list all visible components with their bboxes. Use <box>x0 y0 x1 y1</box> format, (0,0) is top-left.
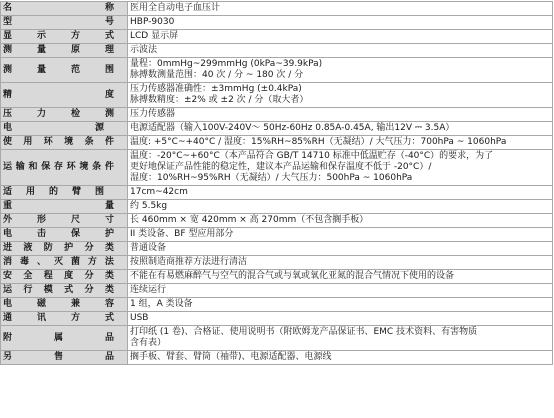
spec-label-char: 检 <box>70 109 80 119</box>
spec-label-char: 示 <box>36 31 46 41</box>
spec-label <box>1 242 128 256</box>
spec-row <box>1 122 553 136</box>
spec-label <box>1 150 128 186</box>
spec-value <box>128 150 553 186</box>
spec-value <box>128 284 553 298</box>
spec-label-char: 保 <box>70 229 80 239</box>
spec-label-char: 磁 <box>36 299 46 309</box>
spec-label-char: 件 <box>104 137 114 147</box>
spec-label-char: 式 <box>64 285 74 295</box>
spec-label-char: 围 <box>104 64 114 75</box>
spec-label-char: 条 <box>84 137 94 147</box>
spec-value-line: 更好地保证产品性能的稳定性，建议本产品运输和保存温度不低于 -20°C）/ <box>130 162 432 172</box>
spec-value <box>128 44 553 58</box>
spec-label-char: 范 <box>70 64 80 75</box>
spec-label-char: 使 <box>3 137 13 147</box>
spec-value <box>128 30 553 44</box>
spec-label-char: 测 <box>3 64 13 75</box>
spec-label <box>1 122 128 136</box>
spec-value-line: 温度：-20°C~+60°C（本产品符合 GB/T 14710 标准中低温贮存（-40°C）的要求，为了 <box>130 151 494 161</box>
spec-label-char: 环 <box>66 162 76 172</box>
spec-label-char: 击 <box>36 229 46 239</box>
spec-row <box>1 242 553 256</box>
spec-label-char: 尺 <box>70 215 80 225</box>
spec-value <box>128 242 553 256</box>
spec-label-char: 毒 <box>19 257 29 267</box>
spec-label <box>1 83 128 108</box>
spec-value-line: 搁手板、臂套、臂筒（袖带)、电源适配器、电源线 <box>130 352 332 362</box>
spec-label-char: 进 <box>3 243 13 253</box>
spec-label-char: 属 <box>53 332 63 343</box>
spec-value <box>128 214 553 228</box>
spec-label-char: 另 <box>3 352 13 362</box>
spec-label-char: 行 <box>23 285 33 295</box>
spec-label-char: 度 <box>104 89 114 100</box>
spec-label <box>1 214 128 228</box>
spec-label <box>1 200 128 214</box>
spec-label <box>1 44 128 58</box>
spec-label-char: 号 <box>104 17 114 27</box>
spec-label-char: 名 <box>3 3 13 13</box>
spec-label-char: 程 <box>43 271 53 281</box>
spec-label-char: 全 <box>23 271 33 281</box>
spec-value <box>128 351 553 365</box>
spec-row <box>1 298 553 312</box>
spec-value-line: 按照制造商推荐方法进行清洁 <box>130 257 248 267</box>
spec-value-line: 打印纸 (1 卷)、合格证、使用说明书（附欧姆龙产品保证书、EMC 技术资料、有害物质 <box>130 327 478 337</box>
spec-label-char: 存 <box>53 162 63 172</box>
spec-row <box>1 228 553 242</box>
spec-label-char: 力 <box>36 109 46 119</box>
spec-row <box>1 58 553 83</box>
spec-label-char: 模 <box>43 285 53 295</box>
spec-value <box>128 108 553 122</box>
spec-label-char: 电 <box>3 123 13 133</box>
spec-label-char: 适 <box>3 187 13 197</box>
spec-row <box>1 150 553 186</box>
spec-value-line: 示波法 <box>130 45 158 55</box>
spec-label-char: 压 <box>3 109 13 119</box>
spec-label-char: 电 <box>3 299 13 309</box>
spec-value <box>128 228 553 242</box>
spec-value-line: 普通设备 <box>130 243 167 253</box>
spec-value-line: 电源适配器（输入100V-240V～ 50Hz-60Hz 0.85A-0.45A, 输出12V ⎓ 3.5A） <box>130 123 455 133</box>
spec-value-line: 含有表） <box>130 338 167 348</box>
spec-label-char: 讯 <box>36 313 46 323</box>
spec-label-char: 品 <box>104 332 114 343</box>
spec-label-char: 围 <box>94 187 104 197</box>
spec-label-char: 运 <box>3 285 13 295</box>
spec-value-line: 不能在有易燃麻醉气与空气的混合气或与氧或氧化亚氮的混合气情况下使用的设备 <box>130 271 455 281</box>
spec-label-char: 式 <box>104 313 114 323</box>
spec-label <box>1 136 128 150</box>
spec-label-char: 类 <box>104 285 114 295</box>
spec-label-char: 量 <box>104 201 114 211</box>
spec-label <box>1 351 128 365</box>
spec-label-char: 形 <box>36 215 46 225</box>
spec-label-char: 量 <box>36 64 46 75</box>
spec-value <box>128 58 553 83</box>
spec-value <box>128 83 553 108</box>
spec-label-char: 称 <box>104 3 114 13</box>
spec-label-char: 护 <box>64 243 74 253</box>
spec-label-char: 菌 <box>70 257 80 267</box>
spec-value-line: 医用全自动电子血压计 <box>130 3 221 13</box>
spec-value-line: USB <box>130 313 149 323</box>
spec-value-line: 压力传感器 <box>130 109 176 119</box>
spec-label-char: 臂 <box>71 187 81 197</box>
spec-label-char: 防 <box>43 243 53 253</box>
spec-label-char: 电 <box>3 229 13 239</box>
spec-label <box>1 108 128 122</box>
spec-value-line: 脉搏数测量范围：40 次 / 分 ~ 180 次 / 分 <box>130 70 304 80</box>
spec-row <box>1 312 553 326</box>
spec-value <box>128 16 553 30</box>
spec-row <box>1 214 553 228</box>
spec-row <box>1 136 553 150</box>
spec-label-char: 灭 <box>53 257 63 267</box>
spec-label-char: 、 <box>36 257 46 267</box>
spec-table-body <box>1 2 553 365</box>
spec-value <box>128 298 553 312</box>
spec-label-char: 测 <box>104 109 114 119</box>
spec-row <box>1 256 553 270</box>
spec-value-line: II 类设备、BF 型应用部分 <box>130 229 234 239</box>
spec-label-char: 式 <box>104 31 114 41</box>
spec-value-line: 1 组，A 类设备 <box>130 299 193 309</box>
spec-value-line: 17cm~42cm <box>130 187 188 197</box>
spec-label-char: 条 <box>92 162 102 172</box>
spec-row <box>1 326 553 351</box>
spec-label-char: 输 <box>15 162 25 172</box>
spec-value-line: 脉搏数精度：±2% 或 ±2 次 / 分（取大者） <box>130 95 309 105</box>
spec-label-char: 分 <box>84 285 94 295</box>
spec-label-char: 和 <box>28 162 38 172</box>
spec-label <box>1 16 128 30</box>
spec-value <box>128 326 553 351</box>
spec-label-char: 外 <box>3 215 13 225</box>
spec-label-char: 用 <box>23 137 33 147</box>
spec-label <box>1 58 128 83</box>
spec-row <box>1 44 553 58</box>
spec-row <box>1 284 553 298</box>
spec-value-line: 连续运行 <box>130 285 167 295</box>
spec-label-char: 法 <box>104 257 114 267</box>
spec-value-line: 量程：0mmHg~299mmHg (0kPa~39.9kPa) <box>130 59 323 69</box>
spec-label-char: 类 <box>104 271 114 281</box>
spec-label-char: 方 <box>87 257 97 267</box>
spec-row <box>1 16 553 30</box>
spec-value <box>128 200 553 214</box>
spec-label-char: 方 <box>70 313 80 323</box>
spec-label <box>1 228 128 242</box>
spec-label-char: 原 <box>70 45 80 55</box>
spec-label-char: 护 <box>104 229 114 239</box>
spec-label <box>1 326 128 351</box>
spec-row <box>1 200 553 214</box>
spec-label-char: 消 <box>3 257 13 267</box>
spec-label-char: 测 <box>3 45 13 55</box>
spec-label <box>1 270 128 284</box>
spec-label-char: 量 <box>36 45 46 55</box>
spec-label <box>1 284 128 298</box>
spec-row <box>1 270 553 284</box>
spec-label-char: 类 <box>104 243 114 253</box>
spec-label-char: 通 <box>3 313 13 323</box>
spec-label-char: 显 <box>3 31 13 41</box>
spec-label <box>1 298 128 312</box>
spec-label <box>1 186 128 200</box>
spec-label-char: 保 <box>41 162 51 172</box>
spec-label-char: 理 <box>104 45 114 55</box>
spec-label-char: 售 <box>53 352 63 362</box>
spec-value <box>128 122 553 136</box>
spec-label-char: 境 <box>64 137 74 147</box>
spec-row <box>1 351 553 365</box>
spec-value <box>128 2 553 16</box>
spec-label <box>1 2 128 16</box>
spec-row <box>1 83 553 108</box>
spec-value <box>128 312 553 326</box>
spec-value-line: 约 5.5kg <box>130 201 168 211</box>
spec-row <box>1 30 553 44</box>
spec-label-char: 分 <box>84 271 94 281</box>
spec-label-char: 兼 <box>70 299 80 309</box>
spec-value-line: LCD 显示屏 <box>130 31 179 41</box>
spec-label-char: 寸 <box>104 215 114 225</box>
spec-label-char: 附 <box>3 332 13 343</box>
spec-label <box>1 256 128 270</box>
spec-value-line: 长 460mm × 宽 420mm × 高 270mm（不包含搁手板） <box>130 215 369 225</box>
spec-label-char: 品 <box>104 352 114 362</box>
spec-label-char: 环 <box>43 137 53 147</box>
spec-label-char: 件 <box>104 162 114 172</box>
spec-row <box>1 108 553 122</box>
spec-value-line: 压力传感器准确性：±3mmHg (±0.4kPa) <box>130 84 302 94</box>
spec-label-char: 境 <box>79 162 89 172</box>
spec-label-char: 分 <box>84 243 94 253</box>
spec-row <box>1 186 553 200</box>
spec-label-char: 方 <box>70 31 80 41</box>
spec-row <box>1 2 553 16</box>
spec-value-line: 温度: +5°C~+40°C / 湿度：15%RH~85%RH（无凝结）/ 大气压力：700hPa ~ 1060hPa <box>130 137 507 147</box>
spec-value <box>128 270 553 284</box>
spec-value-line: 湿度：10%RH~95%RH（无凝结）/ 大气压力：500hPa ~ 1060hPa <box>130 173 413 183</box>
spec-label-char: 的 <box>48 187 58 197</box>
spec-label-char: 型 <box>3 17 13 27</box>
spec-value <box>128 136 553 150</box>
spec-value <box>128 186 553 200</box>
spec-label <box>1 30 128 44</box>
spec-label-char: 重 <box>3 201 13 211</box>
spec-value-line: HBP-9030 <box>130 17 175 27</box>
spec-label-char: 用 <box>25 187 35 197</box>
spec-label-char: 容 <box>104 299 114 309</box>
spec-value <box>128 256 553 270</box>
spec-table <box>0 1 553 365</box>
spec-label-char: 精 <box>3 89 13 100</box>
spec-label-char: 源 <box>94 123 104 133</box>
spec-label-char: 运 <box>3 162 13 172</box>
spec-label-char: 安 <box>3 271 13 281</box>
spec-label-char: 液 <box>23 243 33 253</box>
spec-label-char: 度 <box>64 271 74 281</box>
spec-label <box>1 312 128 326</box>
